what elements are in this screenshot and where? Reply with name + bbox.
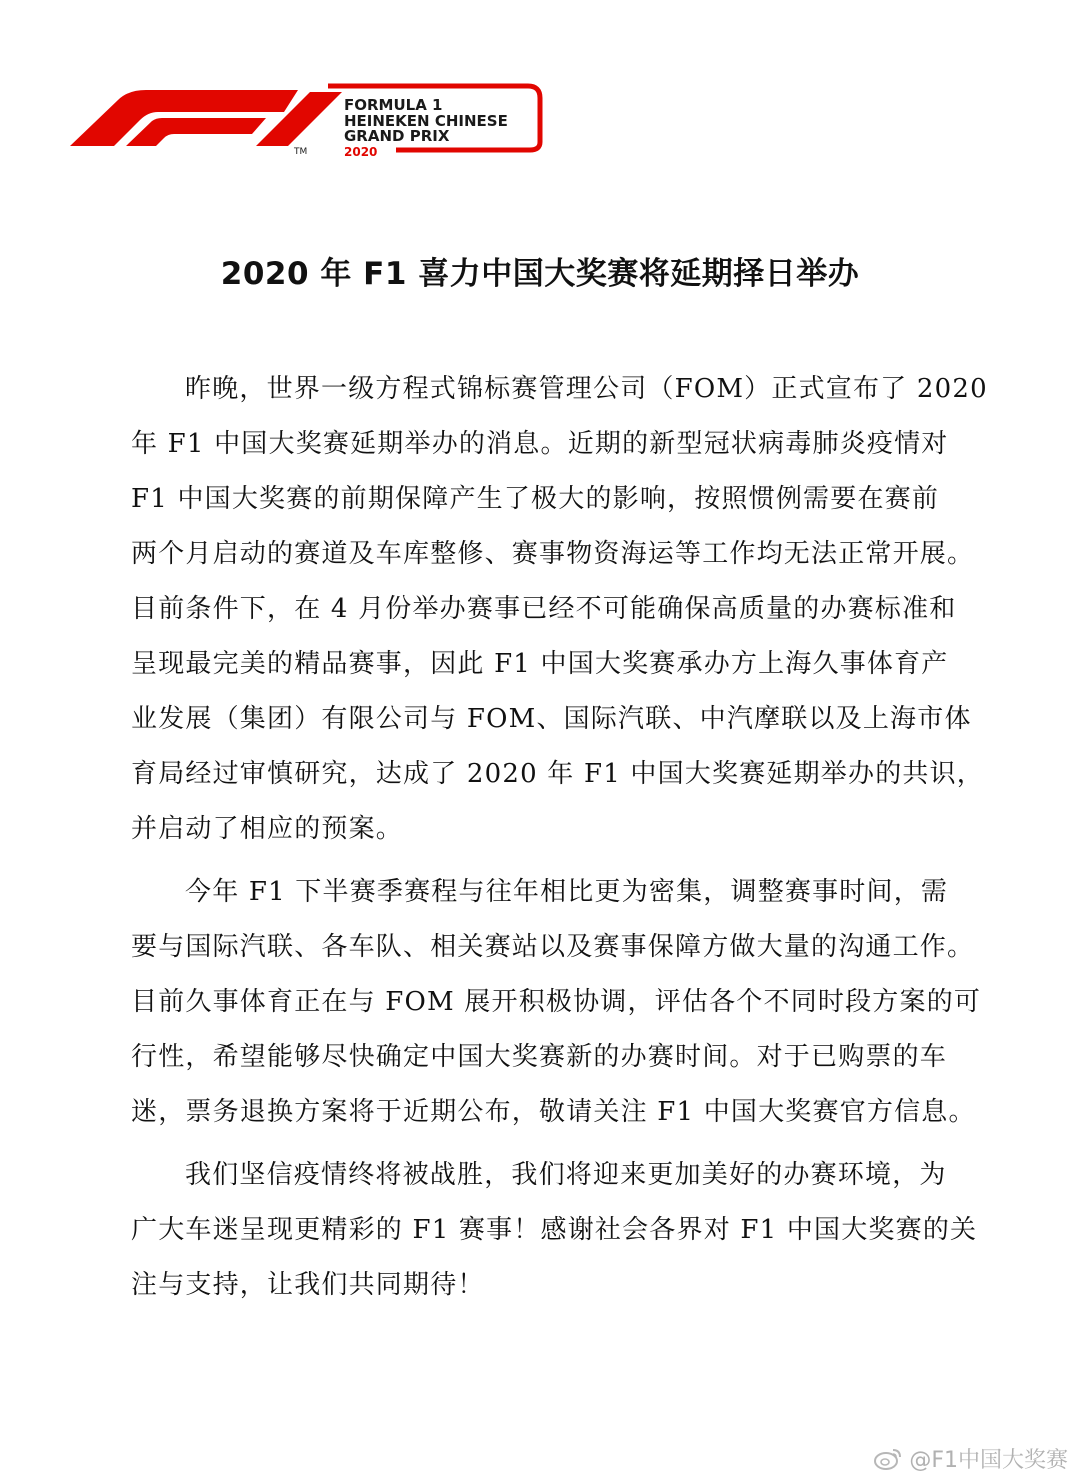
f1-swoosh-middle <box>126 118 266 146</box>
paragraph-3 <box>131 1148 978 1313</box>
paragraph-line: 呈现最完美的精品赛事，因此 F1 中国大奖赛承办方上海久事体育产 <box>131 649 949 679</box>
paragraph-line: 年 F1 中国大奖赛延期举办的消息。近期的新型冠状病毒肺炎疫情对 <box>131 429 949 459</box>
logo-line3: GRAND PRIX <box>344 127 450 145</box>
paragraph-2 <box>131 865 982 1140</box>
paragraph-line: 要与国际汽联、各车队、相关赛站以及赛事保障方做大量的沟通工作。 <box>131 932 975 962</box>
paragraph-line: 注与支持，让我们共同期待！ <box>131 1270 485 1300</box>
paragraph-line: F1 中国大奖赛的前期保障产生了极大的影响，按照惯例需要在赛前 <box>131 484 940 514</box>
document-title: 2020 年 F1 喜力中国大奖赛将延期择日举办 <box>220 256 860 292</box>
paragraph-line: 广大车迷呈现更精彩的 F1 赛事！感谢社会各界对 F1 中国大奖赛的关 <box>131 1215 978 1245</box>
logo-year: 2020 <box>344 145 378 159</box>
logo-line2: HEINEKEN CHINESE <box>344 112 508 130</box>
weibo-account-name: @F1中国大奖赛 <box>909 1448 1068 1473</box>
paragraph-line: 目前条件下，在 4 月份举办赛事已经不可能确保高质量的办赛标准和 <box>131 594 957 624</box>
paragraph-1 <box>131 362 988 857</box>
paragraph-line: 昨晚，世界一级方程式锦标赛管理公司（FOM）正式宣布了 2020 <box>185 374 988 404</box>
paragraph-line: 目前久事体育正在与 FOM 展开积极协调，评估各个不同时段方案的可 <box>131 987 982 1017</box>
paragraph-line: 业发展（集团）有限公司与 FOM、国际汽联、中汽摩联以及上海市体 <box>131 704 972 734</box>
paragraph-line: 我们坚信疫情终将被战胜，我们将迎来更加美好的办赛环境，为 <box>185 1160 947 1190</box>
logo-line1: FORMULA 1 <box>344 96 443 114</box>
weibo-watermark <box>873 1443 1068 1474</box>
paragraph-line: 迷，票务退换方案将于近期公布，敬请关注 F1 中国大奖赛官方信息。 <box>131 1097 976 1127</box>
paragraph-line: 并启动了相应的预案。 <box>131 814 404 844</box>
logo-trademark: TM <box>294 147 308 157</box>
paragraph-line: 行性，希望能够尽快确定中国大奖赛新的办赛时间。对于已购票的车 <box>131 1042 948 1072</box>
f1-logo-graphic <box>66 74 556 164</box>
weibo-icon <box>873 1447 903 1471</box>
paragraph-line: 育局经过审慎研究，达成了 2020 年 F1 中国大奖赛延期举办的共识， <box>131 759 985 789</box>
paragraph-line: 两个月启动的赛道及车库整修、赛事物资海运等工作均无法正常开展。 <box>131 539 975 569</box>
f1-chinese-grand-prix-logo <box>66 74 556 164</box>
paragraph-line: 今年 F1 下半赛季赛程与往年相比更为密集，调整赛事时间，需 <box>185 877 949 907</box>
document-body <box>131 362 988 1313</box>
